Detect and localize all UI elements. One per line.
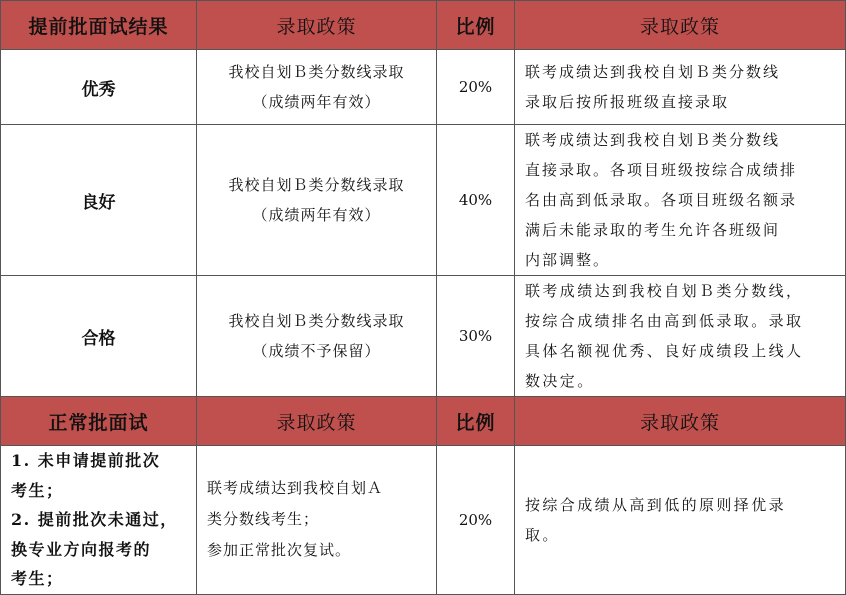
policy-cell: [197, 50, 437, 125]
header-cell-policy: 录取政策: [197, 1, 437, 50]
policy-line: 我校自划Ｂ类分数线录取: [228, 176, 405, 194]
policy-cell: [197, 446, 437, 595]
detail-line: 直接录取。各项目班级按综合成绩排: [525, 161, 798, 179]
table-row-normal: [1, 446, 846, 595]
policy-detail-cell: [515, 446, 846, 595]
policy-detail-cell: [515, 50, 846, 125]
condition-line: 考生；: [11, 480, 64, 500]
condition-line: 1. 未申请提前批次: [11, 451, 161, 470]
detail-line: 联考成绩达到我校自划Ｂ类分数线: [525, 63, 781, 81]
header-row-early: [1, 1, 846, 50]
condition-line: 2. 提前批次未通过，: [11, 510, 178, 529]
table-row-good: [1, 125, 846, 276]
policy-line: 联考成绩达到我校自划Ａ: [207, 479, 384, 498]
grade-cell: 优秀: [1, 50, 197, 125]
table-row-excellent: [1, 50, 846, 125]
detail-line: 取。: [525, 525, 560, 544]
policy-line: 类分数线考生；: [207, 510, 320, 529]
grade-cell: 良好: [1, 125, 197, 276]
policy-detail-cell: [515, 276, 846, 397]
detail-line: 名由高到低录取。各项目班级名额录: [525, 191, 798, 209]
header-cell-normal-interview: 正常批面试: [1, 397, 197, 446]
policy-line: （成绩两年有效）: [252, 93, 381, 111]
detail-line: 联考成绩达到我校自划Ｂ类分数线: [525, 131, 781, 149]
ratio-cell: 20%: [437, 446, 515, 595]
detail-line: 内部调整。: [525, 251, 611, 269]
detail-line: 联考成绩达到我校自划Ｂ类分数线，: [525, 282, 804, 300]
header-cell-policy: 录取政策: [197, 397, 437, 446]
condition-cell: [1, 446, 197, 595]
detail-line: 录取后按所报班级直接录取: [525, 93, 730, 111]
detail-line: 按综合成绩从高到低的原则择优录: [525, 495, 787, 514]
policy-cell: [197, 125, 437, 276]
header-row-normal: [1, 397, 846, 446]
detail-line: 数决定。: [525, 372, 595, 390]
detail-line: 具体名额视优秀、良好成绩段上线人: [525, 342, 804, 360]
policy-line: （成绩两年有效）: [252, 206, 381, 224]
header-cell-ratio: 比例: [437, 1, 515, 50]
detail-line: 按综合成绩排名由高到低录取。录取: [525, 312, 804, 330]
condition-line: 考生；: [11, 569, 64, 588]
policy-line: （成绩不予保留）: [252, 342, 381, 360]
header-cell-policy-detail: 录取政策: [515, 1, 846, 50]
detail-line: 满后未能录取的考生允许各班级间: [525, 221, 781, 239]
header-cell-policy-detail: 录取政策: [515, 397, 846, 446]
policy-cell: [197, 276, 437, 397]
policy-line: 参加正常批次复试。: [207, 541, 352, 560]
ratio-cell: 40%: [437, 125, 515, 276]
policy-line: 我校自划Ｂ类分数线录取: [228, 312, 405, 330]
grade-cell: 合格: [1, 276, 197, 397]
policy-line: 我校自划Ｂ类分数线录取: [228, 63, 405, 81]
ratio-cell: 30%: [437, 276, 515, 397]
condition-line: 换专业方向报考的: [11, 539, 152, 559]
header-cell-ratio: 比例: [437, 397, 515, 446]
header-cell-early-result: 提前批面试结果: [1, 1, 197, 50]
ratio-cell: 20%: [437, 50, 515, 125]
policy-detail-cell: [515, 125, 846, 276]
table-row-pass: [1, 276, 846, 397]
